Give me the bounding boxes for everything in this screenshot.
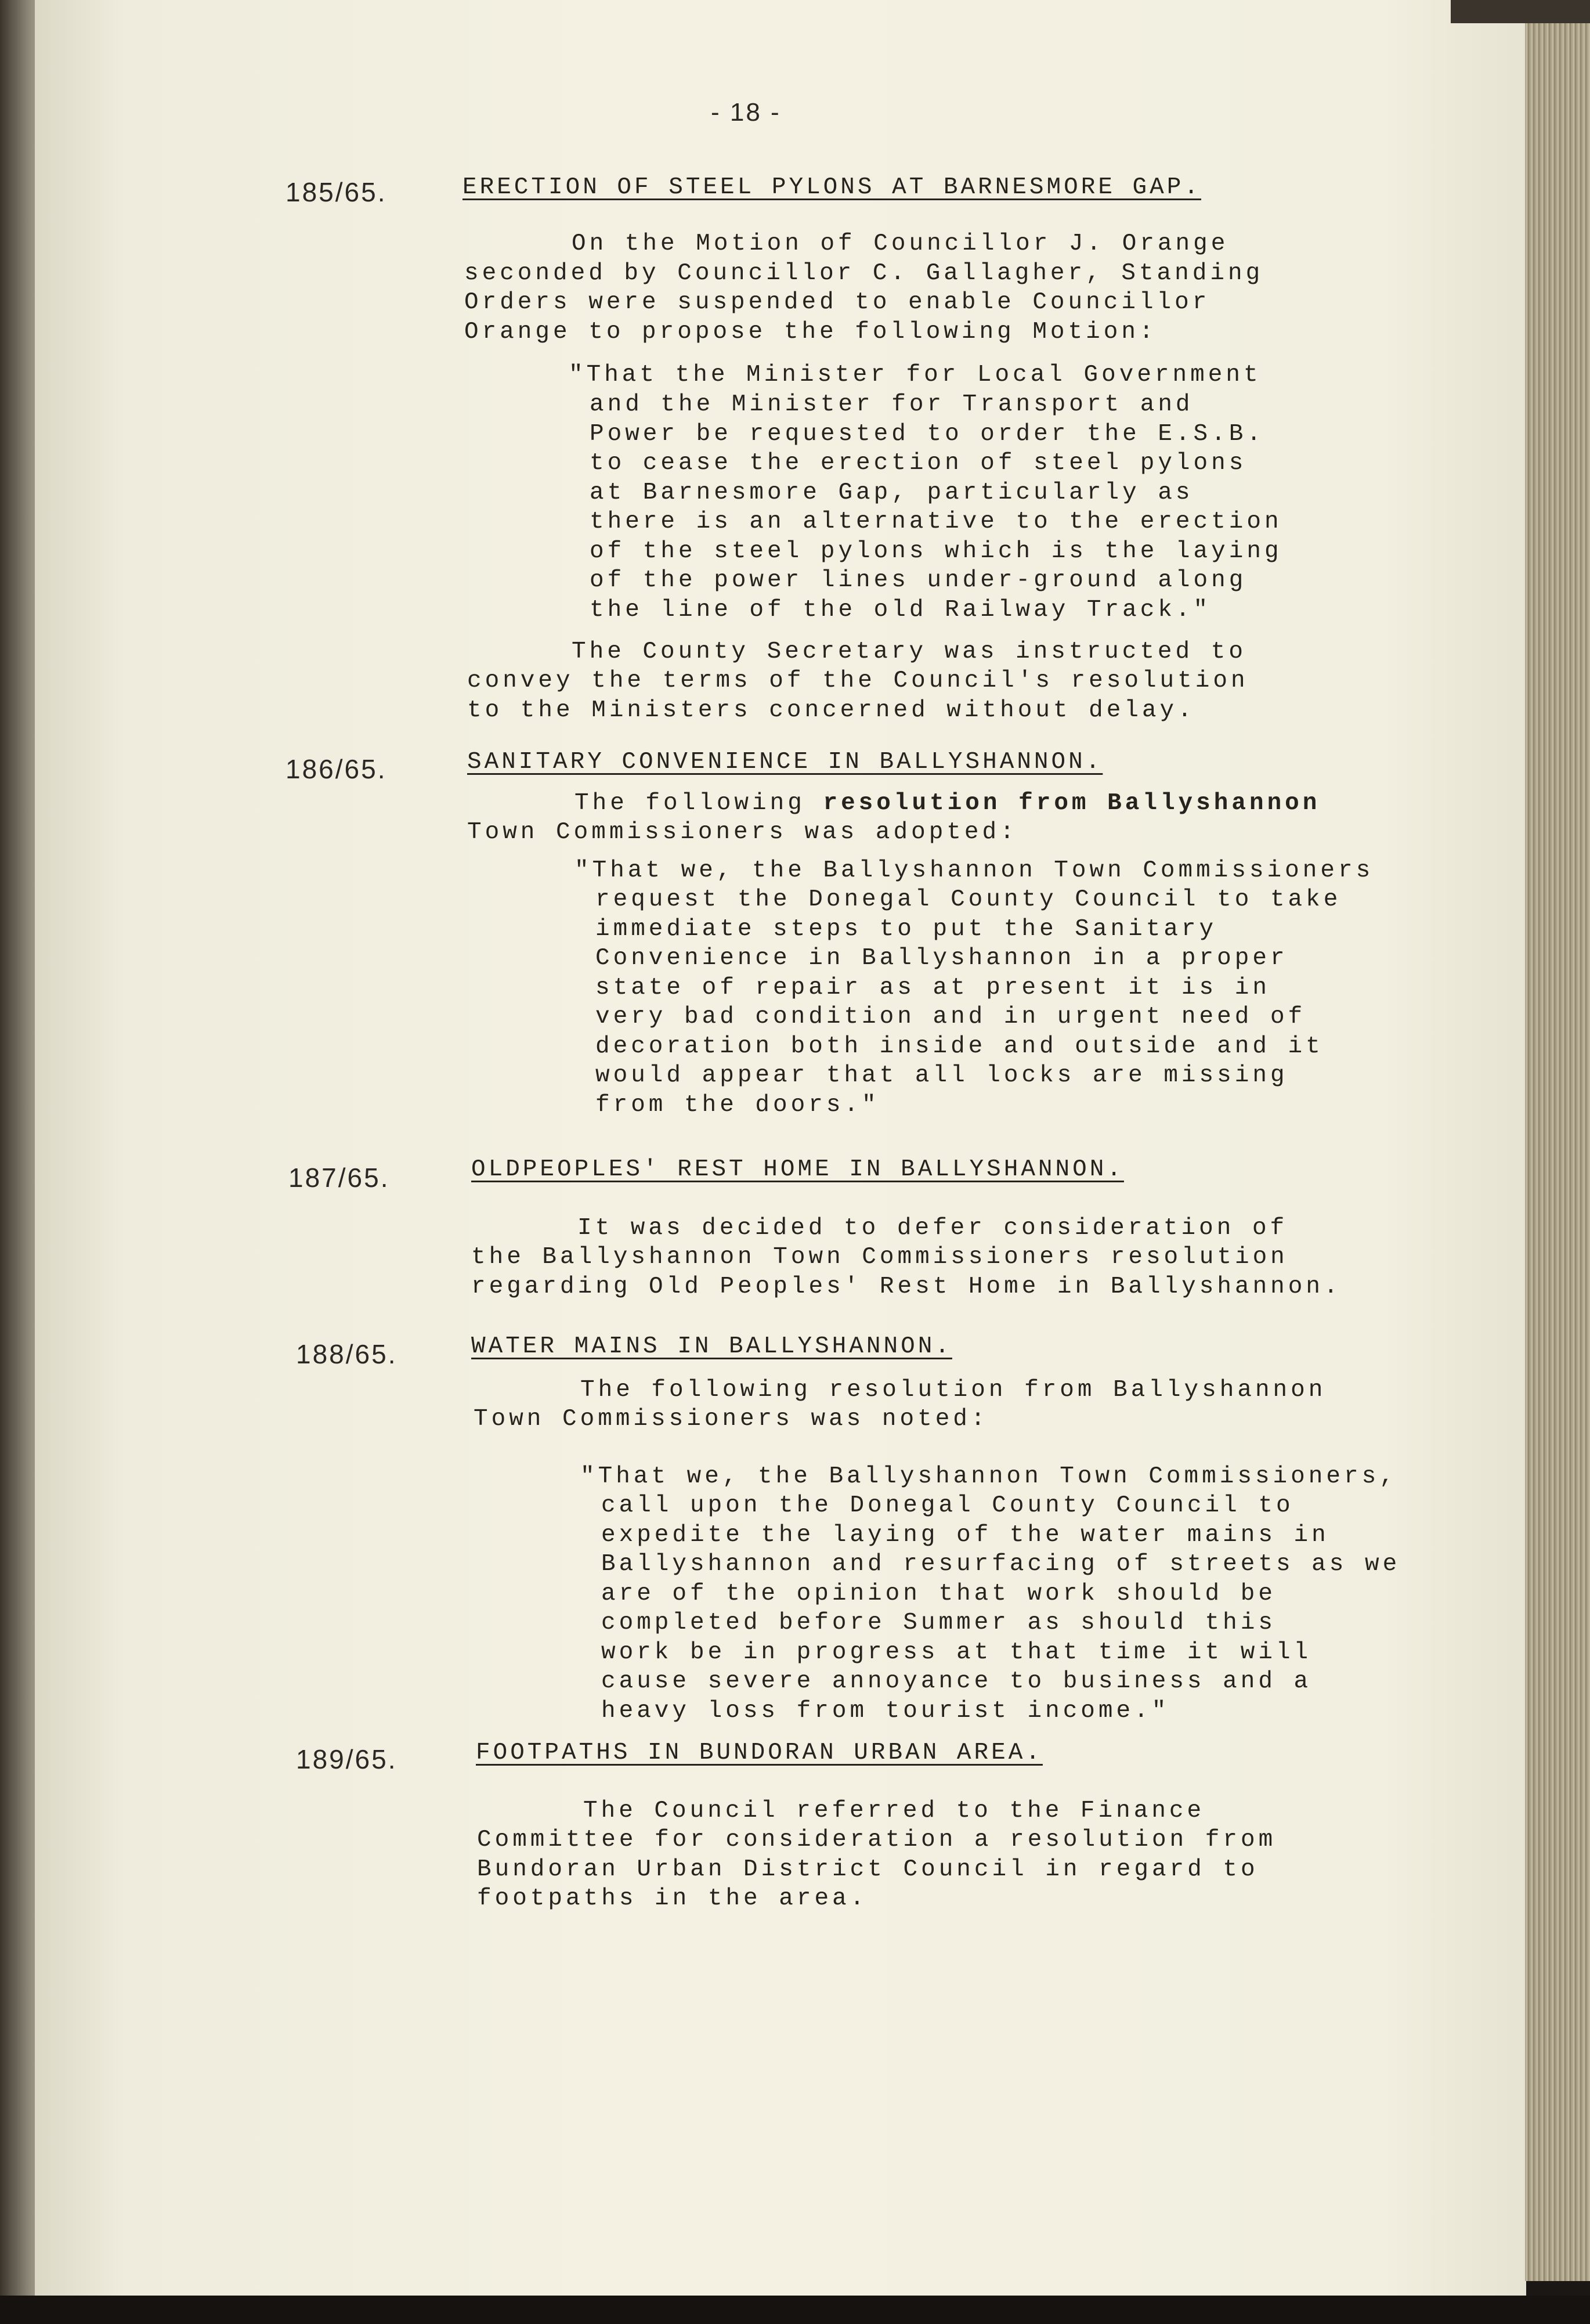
page-number: - 18 - <box>711 98 781 127</box>
quote-line: request the Donegal County Council to take <box>595 886 1342 913</box>
bottom-shadow <box>0 2296 1590 2324</box>
text-line: footpaths in the area. <box>477 1885 868 1912</box>
quote-line: the line of the old Railway Track." <box>590 597 1212 623</box>
quote-line: very bad condition and in urgent need of <box>595 1004 1306 1030</box>
text-line: Town Commissioners was noted: <box>474 1406 989 1432</box>
text-line: The following resolution from Ballyshannon <box>580 1377 1327 1403</box>
minute-heading: FOOTPATHS IN BUNDORAN URBAN AREA. <box>476 1740 1043 1766</box>
text-line: seconded by Councillor C. Gallagher, Standing <box>464 260 1264 287</box>
top-shadow <box>1451 0 1590 23</box>
text-line: It was decided to defer consideration of <box>577 1215 1288 1242</box>
quote-line: heavy loss from tourist income." <box>601 1698 1170 1724</box>
quote-line: would appear that all locks are missing <box>595 1062 1288 1089</box>
quote-line: immediate steps to put the Sanitary <box>595 916 1217 943</box>
text-line: Orders were suspended to enable Councillor <box>464 289 1210 316</box>
minute-number: 187/65. <box>288 1163 390 1193</box>
quote-line: expedite the laying of the water mains in <box>601 1522 1329 1549</box>
quote-line: decoration both inside and outside and it <box>595 1033 1324 1060</box>
minute-number: 185/65. <box>286 177 387 207</box>
text-line: the Ballyshannon Town Commissioners resolution <box>471 1244 1288 1271</box>
quote-line: from the doors." <box>595 1092 880 1118</box>
quote-line: Ballyshannon and resurfacing of streets as we <box>601 1551 1401 1578</box>
minute-heading: SANITARY CONVENIENCE IN BALLYSHANNON. <box>467 749 1103 775</box>
quote-line: Power be requested to order the E.S.B. <box>590 421 1264 448</box>
text-line: The Council referred to the Finance <box>583 1798 1205 1824</box>
quote-line: state of repair as at present it is in <box>595 975 1270 1001</box>
quote-line: Convenience in Ballyshannon in a proper <box>595 945 1288 972</box>
text-line: regarding Old Peoples' Rest Home in Ballyshannon. <box>471 1273 1342 1300</box>
quote-line: "That the Minister for Local Government <box>569 362 1262 388</box>
quote-line: to cease the erection of steel pylons <box>590 450 1247 477</box>
quote-line: completed before Summer as should this <box>601 1610 1276 1636</box>
text-line: On the Motion of Councillor J. Orange <box>572 230 1229 257</box>
minute-heading: ERECTION OF STEEL PYLONS AT BARNESMORE GAP. <box>462 174 1201 201</box>
minute-number: 186/65. <box>286 754 387 784</box>
page-stack-edge <box>1525 17 1590 2281</box>
quote-line: cause severe annoyance to business and a <box>601 1668 1312 1695</box>
text-line: Town Commissioners was adopted: <box>467 819 1018 846</box>
text-line: Bundoran Urban District Council in regard to <box>477 1856 1259 1883</box>
quote-line: there is an alternative to the erection <box>590 508 1282 535</box>
quote-line: and the Minister for Transport and <box>590 391 1194 418</box>
minute-heading: WATER MAINS IN BALLYSHANNON. <box>471 1333 952 1360</box>
text-line: convey the terms of the Council's resolution <box>467 667 1249 694</box>
quote-line: "That we, the Ballyshannon Town Commissioners, <box>580 1463 1397 1490</box>
minute-number: 189/65. <box>296 1744 398 1774</box>
quote-line: at Barnesmore Gap, particularly as <box>590 479 1194 506</box>
quote-line: are of the opinion that work should be <box>601 1580 1276 1607</box>
minute-heading: OLDPEOPLES' REST HOME IN BALLYSHANNON. <box>471 1156 1124 1183</box>
text-line: The County Secretary was instructed to <box>572 638 1246 665</box>
text-line: Committee for consideration a resolution from <box>477 1827 1277 1853</box>
quote-line: "That we, the Ballyshannon Town Commissioners <box>574 857 1374 884</box>
quote-line: of the steel pylons which is the laying <box>590 538 1282 565</box>
quote-line: work be in progress at that time it will <box>601 1639 1312 1666</box>
text-line: Orange to propose the following Motion: <box>464 319 1157 345</box>
quote-line: call upon the Donegal County Council to <box>601 1492 1294 1519</box>
minute-number: 188/65. <box>296 1339 398 1369</box>
text-line: to the Ministers concerned without delay. <box>467 697 1195 724</box>
quote-line: of the power lines under-ground along <box>590 567 1247 594</box>
text-line: The following resolution from Ballyshannon <box>574 790 1321 817</box>
